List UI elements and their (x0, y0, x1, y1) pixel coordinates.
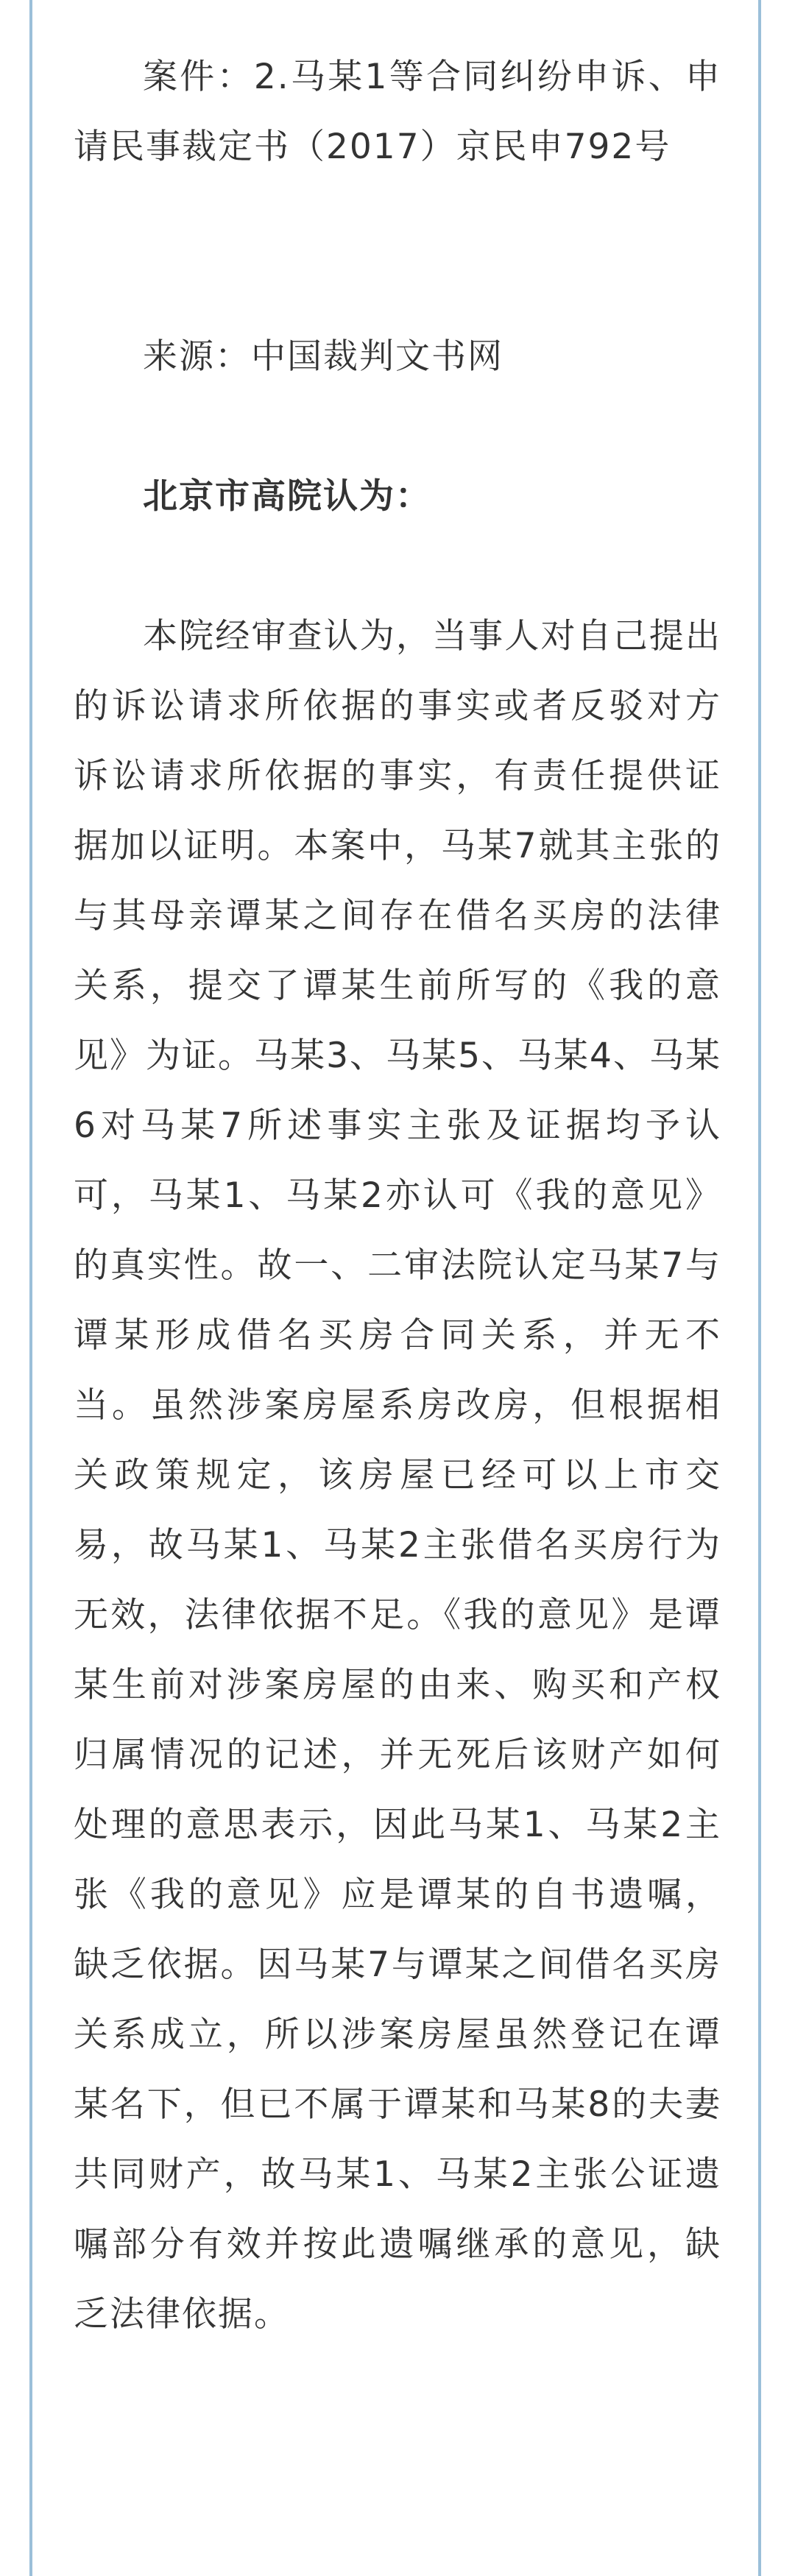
right-border-line (758, 0, 761, 2576)
source-line: 来源：中国裁判文书网 (143, 336, 504, 377)
court-heading: 北京市高院认为： (143, 476, 431, 517)
case-line: 案件：2.马某1等合同纠纷申诉、申请民事裁定书（2017）京民申792号 (74, 57, 721, 167)
left-border-line (29, 0, 32, 2576)
court-opinion-paragraph: 本院经审查认为，当事人对自己提出的诉讼请求所依据的事实或者反驳对方诉讼请求所依据的事实，有责任提供证据加以证明。本案中，马某7就其主张的与其母亲谭某之间存在借名买房的法律关系，提交了谭某生前所写的《我的意见》为证。马某3、马某5、马某4、马某6对马某7所述事实主张及证据均予认可，马某1、马某2亦认可《我的意见》的真实性。故一、二审法院认定马某7与谭某形成借名买房合同关系，并无不当。虽然涉案房屋系房改房，但根据相关政策规定，该房屋已经可以上市交易，故马某1、马某2主张借名买房行为无效，法律依据不足。《我的意见》是谭某生前对涉案房屋的由来、购买和产权归属情况的记述，并无死后该财产如何处理的意思表示，因此马某1、马某2主张《我的意见》应是谭某的自书遗嘱，缺乏依据。因马某7与谭某之间借名买房关系成立，所以涉案房屋虽然登记在谭某名下，但已不属于谭某和马某8的夫妻共同财产，故马某1、马某2主张公证遗嘱部分有效并按此遗嘱继承的意见，缺乏法律依据。 (74, 616, 721, 2335)
